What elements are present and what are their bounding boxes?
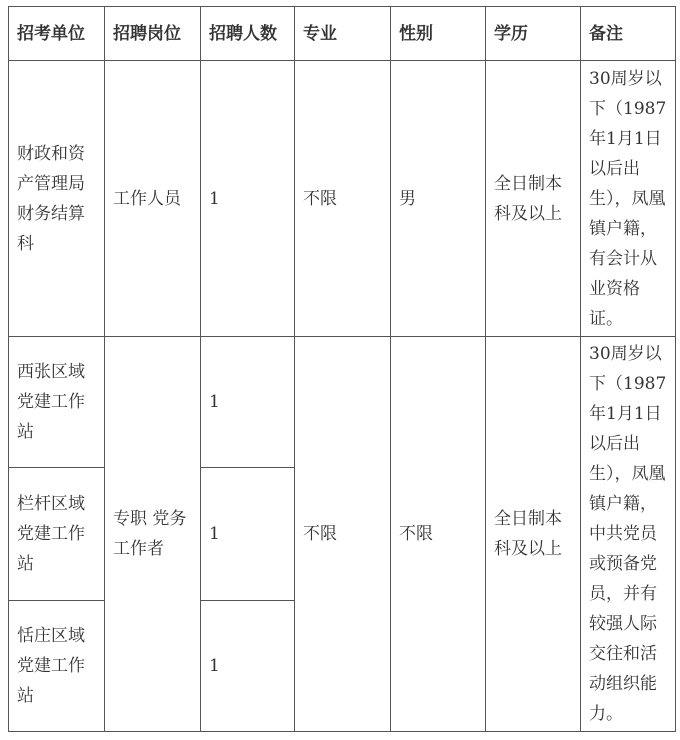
cell-gender-merged: 不限 [391,337,486,732]
cell-unit: 恬庄区域党建工作站 [9,601,105,732]
table-header-row [9,7,676,61]
cell-position-merged: 专职 党务 工作者 [105,337,201,732]
cell-gender: 男 [391,61,486,337]
cell-unit: 财政和资产管理局 财务结算科 [9,61,105,337]
header-unit: 招考单位 [9,7,105,61]
cell-education: 全日制本科及以上 [486,61,581,337]
cell-education-merged: 全日制本科及以上 [486,337,581,732]
cell-major-merged: 不限 [295,337,391,732]
header-education: 学历 [486,7,581,61]
cell-position: 工作人员 [105,61,201,337]
cell-unit: 栏杆区域党建工作站 [9,468,105,601]
header-note: 备注 [581,7,676,61]
cell-count: 1 [201,61,295,337]
cell-count: 1 [201,468,295,601]
cell-major: 不限 [295,61,391,337]
cell-note: 30周岁以下（1987年1月1日以后出生），凤凰镇户籍，有会计从业资格证。 [581,61,676,337]
table-row [9,61,676,337]
cell-count: 1 [201,601,295,732]
header-count: 招聘人数 [201,7,295,61]
table-row [9,337,676,468]
cell-unit: 西张区域党建工作站 [9,337,105,468]
header-position: 招聘岗位 [105,7,201,61]
recruitment-table [8,6,676,732]
cell-note-merged: 30周岁以下（1987年1月1日以后出生），凤凰镇户籍，中共党员或预备党员，并有较强人际交往和活动组织能力。 [581,337,676,732]
header-gender: 性别 [391,7,486,61]
header-major: 专业 [295,7,391,61]
cell-count: 1 [201,337,295,468]
